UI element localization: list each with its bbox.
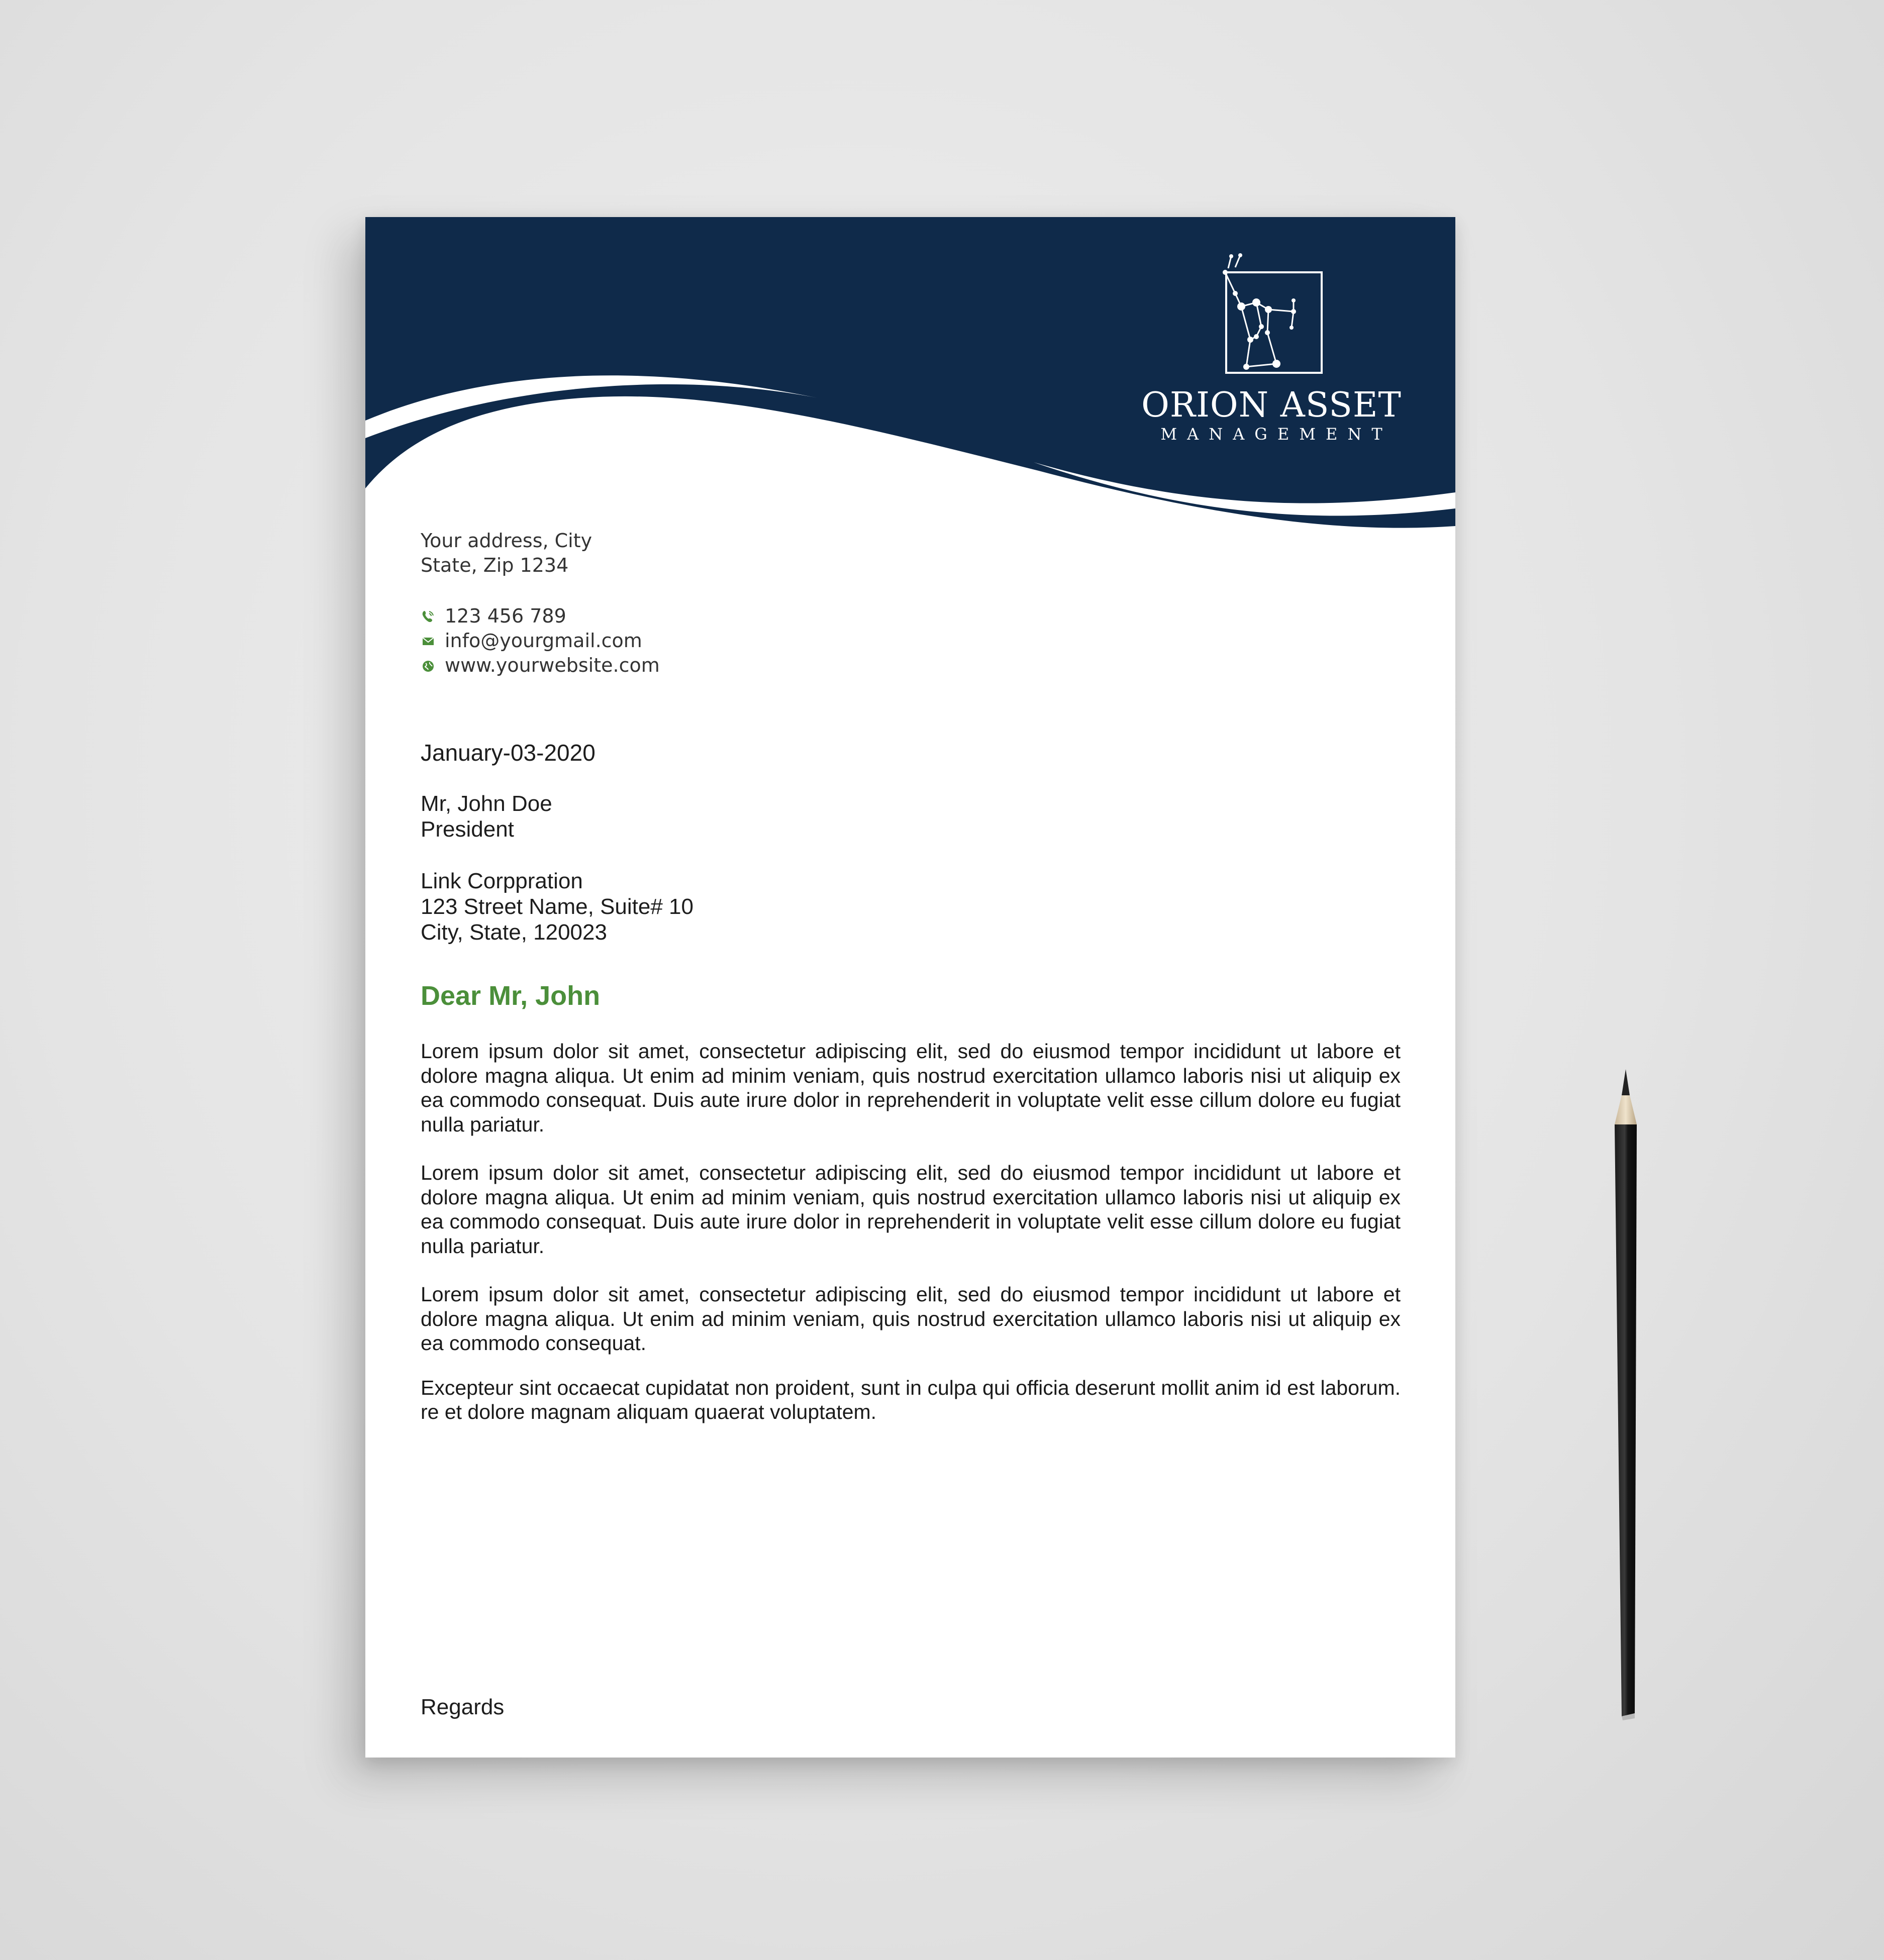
- letter-body: [421, 1039, 1401, 1449]
- contact-email: [421, 629, 660, 653]
- recipient-company-block: [421, 868, 693, 945]
- mail-icon: [421, 634, 436, 649]
- website-text: www.yourwebsite.com: [445, 654, 660, 676]
- recipient-block: [421, 791, 552, 842]
- letter-date: January-03-2020: [421, 740, 596, 766]
- sender-contacts: [421, 604, 660, 678]
- globe-icon: [421, 658, 436, 673]
- phone-text: 123 456 789: [445, 605, 566, 627]
- sender-address-line1: Your address, City: [421, 530, 592, 552]
- email-text: info@yourgmail.com: [445, 630, 642, 652]
- orion-constellation-icon: [1211, 252, 1332, 383]
- recipient-title: President: [421, 817, 514, 842]
- recipient-city: City, State, 120023: [421, 920, 607, 945]
- contact-website: [421, 653, 660, 678]
- recipient-street: 123 Street Name, Suite# 10: [421, 894, 693, 919]
- recipient-company: Link Corppration: [421, 869, 583, 893]
- salutation: Dear Mr, John: [421, 981, 601, 1011]
- brand-name: ORION ASSET: [1141, 385, 1402, 425]
- brand-subtitle: MANAGEMENT: [1160, 425, 1393, 444]
- pencil-decoration: [1606, 1065, 1646, 1723]
- sender-address: [421, 529, 592, 578]
- phone-icon: [421, 609, 436, 624]
- contact-phone: [421, 604, 660, 629]
- body-paragraph: Lorem ipsum dolor sit amet, consectetur adipiscing elit, sed do eiusmod tempor incididunt ut labore et dolore magna aliqua. Ut enim ad minim veniam, quis nostrud exercitation ullamco laboris nisi ut aliquip ex ea commodo consequat.: [421, 1283, 1401, 1355]
- brand-logo: [1141, 252, 1402, 443]
- letterhead-page: [365, 217, 1455, 1758]
- closing: Regards: [421, 1695, 505, 1719]
- body-paragraph: Excepteur sint occaecat cupidatat non proident, sunt in culpa qui officia deserunt mollit anim id est laborum. re et dolore magnam aliquam quaerat voluptatem.: [421, 1376, 1401, 1423]
- body-paragraph: Lorem ipsum dolor sit amet, consectetur adipiscing elit, sed do eiusmod tempor incididunt ut labore et dolore magna aliqua. Ut enim ad minim veniam, quis nostrud exercitation ullamco laboris nisi ut aliquip ex ea commodo consequat. Duis aute irure dolor in reprehenderit in voluptate velit esse cillum dolore eu fugiat nulla pariatur.: [421, 1040, 1401, 1136]
- body-paragraph: Lorem ipsum dolor sit amet, consectetur adipiscing elit, sed do eiusmod tempor incididunt ut labore et dolore magna aliqua. Ut enim ad minim veniam, quis nostrud exercitation ullamco laboris nisi ut aliquip ex ea commodo consequat. Duis aute irure dolor in reprehenderit in voluptate velit esse cillum dolore eu fugiat nulla pariatur.: [421, 1161, 1401, 1258]
- recipient-name: Mr, John Doe: [421, 791, 552, 816]
- sender-address-line2: State, Zip 1234: [421, 554, 569, 576]
